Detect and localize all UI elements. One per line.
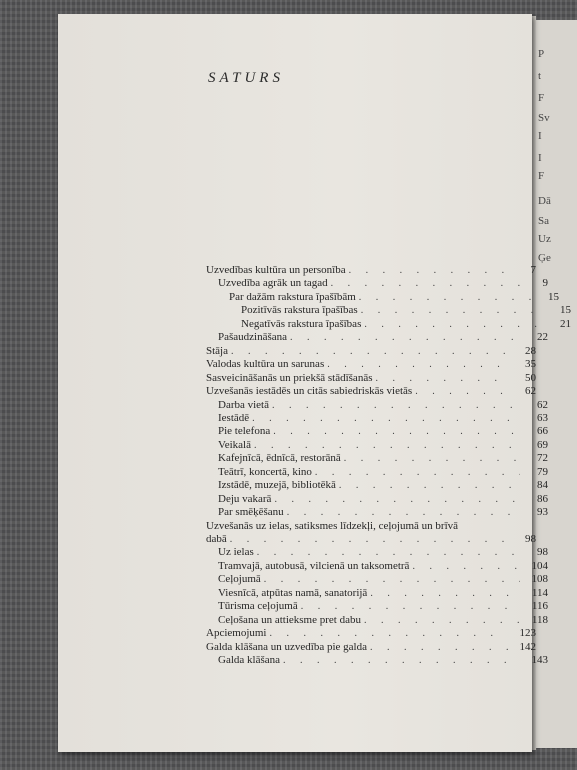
adjacent-page-text: Sa (538, 215, 549, 227)
toc-entry-label: Uz ielas (218, 546, 254, 559)
toc-entry (206, 627, 536, 641)
toc-entry (206, 654, 548, 668)
toc-entry (206, 372, 536, 386)
toc-page-number: 98 (537, 546, 548, 559)
toc-entry-label: Uzvedības kultūra un personība (206, 264, 346, 276)
dot-leader (301, 601, 520, 612)
dot-leader (287, 507, 520, 518)
toc-page-number: 35 (525, 358, 536, 371)
toc-page-number: 22 (537, 331, 548, 344)
dot-leader (370, 588, 520, 599)
toc-entry (206, 587, 548, 601)
toc-entry (206, 560, 548, 574)
toc-entry-label: Pie telefona (218, 425, 271, 438)
dot-leader (415, 386, 508, 397)
adjacent-page-text: Uz (538, 233, 551, 245)
dot-leader (270, 628, 509, 639)
dot-leader (339, 480, 520, 491)
toc-page-number: 108 (531, 573, 548, 586)
toc-page-number: 15 (560, 304, 571, 317)
adjacent-page-text: P (538, 48, 545, 60)
dot-leader (290, 332, 520, 343)
toc-page-number: 123 (519, 627, 536, 640)
toc-entry-label: Ceļošana un attieksme pret dabu (218, 613, 361, 626)
toc-entry (206, 493, 548, 507)
toc-entry-label: Par dažām rakstura īpašībām (229, 290, 356, 303)
toc-page-number: 118 (531, 613, 548, 626)
toc-entry (206, 479, 548, 493)
toc-page-number: 7 (530, 264, 536, 276)
toc-entry-label: Stāja (206, 344, 228, 357)
adjacent-page-text: I (538, 130, 542, 142)
toc-page-number: 72 (537, 452, 548, 465)
dot-leader (252, 413, 520, 424)
toc-page-number: 15 (548, 290, 559, 303)
toc-entry-label: Sasveicināšanās un priekšā stādīšanās (206, 371, 373, 384)
toc-entry (206, 533, 536, 547)
dot-leader (254, 440, 520, 451)
dot-leader (344, 453, 520, 464)
toc-entry-label: Viesnīcā, atpūtas namā, sanatorijā (218, 586, 368, 599)
toc-entry-label: Galda klāšana (218, 654, 280, 667)
page-title: SATURS (208, 70, 284, 86)
dot-leader (364, 319, 543, 330)
dot-leader (359, 292, 531, 303)
dot-leader (327, 359, 508, 370)
adjacent-page-text: F (538, 170, 545, 182)
adjacent-page-text: F (538, 92, 545, 104)
adjacent-page-text: t (538, 70, 542, 82)
toc-entry-label: Iestādē (218, 411, 250, 424)
toc-page-number: 69 (537, 438, 548, 451)
toc-page-number: 50 (525, 371, 536, 384)
toc-page-number: 21 (560, 317, 571, 330)
dot-leader (230, 534, 508, 545)
toc-entry (206, 506, 548, 520)
toc-page-number: 86 (537, 492, 548, 505)
toc-entry (206, 264, 536, 278)
toc-entry-label: Galda klāšana un uzvedība pie galda (206, 640, 367, 653)
toc-page-number: 98 (525, 533, 536, 545)
toc-entry (206, 291, 559, 305)
toc-entry-label: dabā (206, 533, 227, 545)
toc-entry-label: Teātrī, koncertā, kino (218, 465, 312, 478)
dot-leader (315, 467, 520, 478)
toc-entry (206, 318, 571, 332)
toc-entry-first-line: Uzvešanās uz ielas, satiksmes līdzekļi, ceļojumā un brīvā (206, 519, 459, 532)
toc-page-number: 143 (531, 654, 548, 667)
toc-page-number: 9 (542, 277, 548, 290)
toc-entry-label: Uzvedība agrāk un tagad (218, 277, 328, 290)
dot-leader (274, 494, 520, 505)
dot-leader (273, 426, 520, 437)
toc-entry-label: Veikalā (218, 438, 251, 451)
toc-entry-label: Izstādē, muzejā, bibliotēkā (218, 479, 336, 492)
toc-entry (206, 345, 536, 359)
dot-leader (349, 265, 508, 276)
toc-entry-label: Par smēķēšanu (218, 506, 284, 519)
toc-entry (206, 385, 536, 399)
toc-entry-label: Apciemojumi (206, 627, 267, 640)
dot-leader (331, 278, 520, 289)
adjacent-page-text: I (538, 152, 542, 164)
toc-entry-label: Ceļojumā (218, 573, 261, 586)
toc-entry-label: Pozitīvās rakstura īpašības (241, 304, 358, 317)
toc-entry (206, 641, 536, 655)
toc-entry (206, 600, 548, 614)
toc-page-number: 114 (531, 586, 548, 599)
toc-entry-label: Uzvešanās iestādēs un citās sabiedriskās vietās (206, 385, 413, 398)
toc-page-number: 116 (531, 600, 548, 613)
adjacent-page-text: Ģe (538, 252, 551, 264)
dot-leader (283, 655, 520, 666)
toc-entry-label: Tūrisma ceļojumā (218, 600, 298, 613)
dot-leader (375, 373, 508, 384)
toc-entry-label: Deju vakarā (218, 492, 272, 505)
toc-entry-label: Kafejnīcā, ēdnīcā, restorānā (218, 452, 341, 465)
toc-page-number: 28 (525, 344, 536, 357)
toc-page-number: 142 (519, 640, 536, 653)
adjacent-page-text: Sv (538, 112, 550, 124)
toc-page-number: 62 (537, 398, 548, 411)
dot-leader (412, 561, 520, 572)
toc-entry (206, 452, 548, 466)
toc-entry-label: Pašaudzināšana (218, 331, 288, 344)
dot-leader (231, 346, 508, 357)
toc-entry-label: Tramvajā, autobusā, vilcienā un taksometrā (218, 559, 410, 572)
toc-entry-label: Negatīvās rakstura īpašības (241, 317, 362, 330)
toc-page-number: 62 (525, 385, 536, 398)
toc-entry (206, 277, 548, 291)
toc-entry (206, 466, 548, 480)
adjacent-page-text: Dā (538, 195, 551, 207)
toc-entry-label: Valodas kultūra un sarunas (206, 358, 325, 371)
toc-entry (206, 546, 548, 560)
toc-entry (206, 412, 548, 426)
toc-entry (206, 358, 536, 372)
toc-entry (206, 331, 548, 345)
toc-page-number: 79 (537, 465, 548, 478)
toc-page-number: 84 (537, 479, 548, 492)
toc-entry (206, 304, 571, 318)
toc-page-number: 66 (537, 425, 548, 438)
toc-entry (206, 425, 548, 439)
toc-entry-label: Darba vietā (218, 398, 269, 411)
dot-leader (272, 400, 520, 411)
toc-page-number: 93 (537, 506, 548, 519)
dot-leader (257, 547, 520, 558)
toc-entry (206, 439, 548, 453)
dot-leader (264, 574, 520, 585)
adjacent-page (536, 20, 577, 748)
dot-leader (361, 305, 543, 316)
dot-leader (364, 615, 520, 626)
toc-entry (206, 399, 548, 413)
dot-leader (370, 642, 508, 653)
toc-page-number: 104 (531, 559, 548, 572)
toc-entry (206, 573, 548, 587)
toc-entry (206, 614, 548, 628)
toc-page-number: 63 (537, 411, 548, 424)
